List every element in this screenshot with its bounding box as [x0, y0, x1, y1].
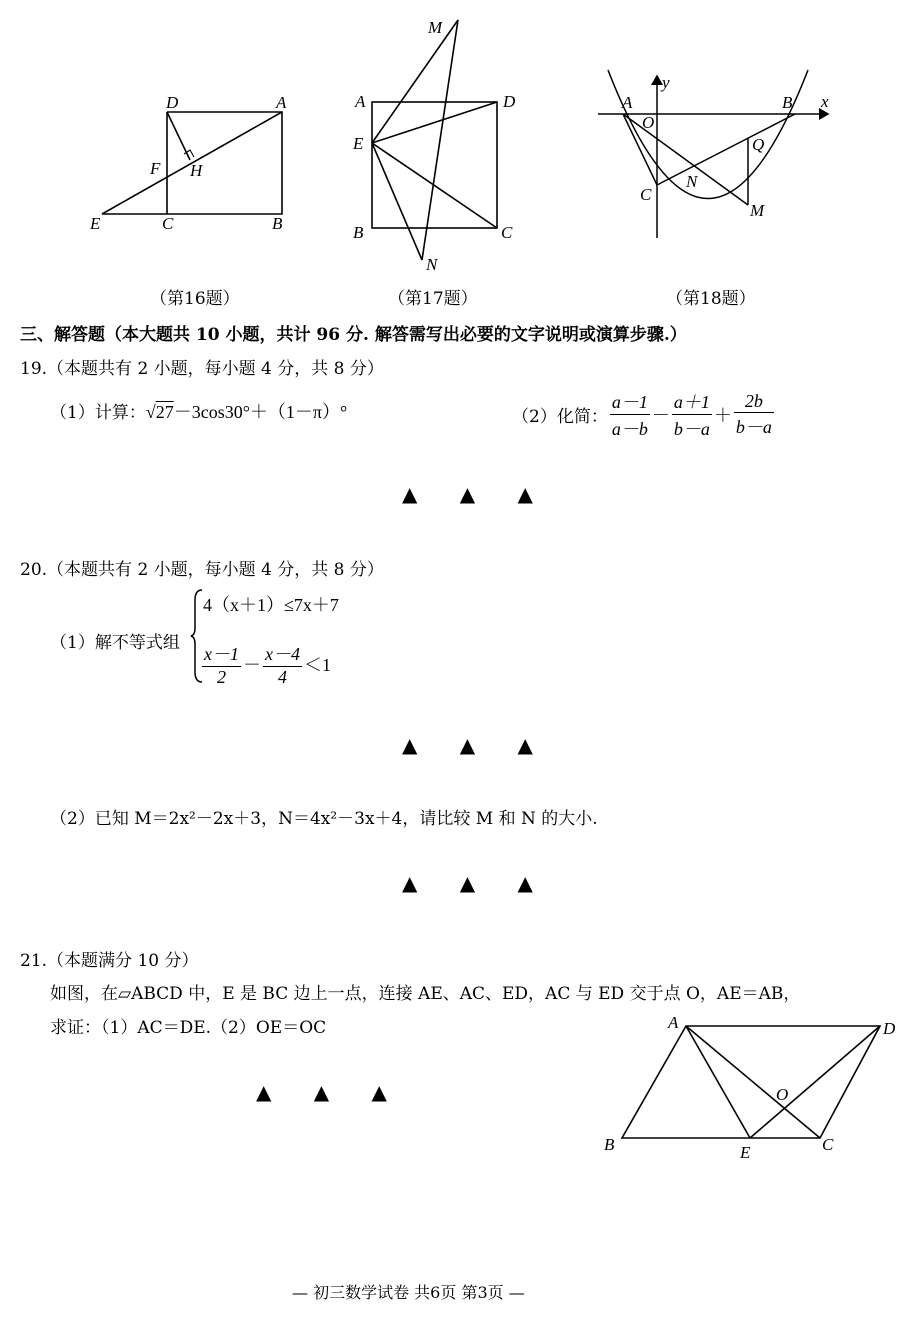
fig17-label-D: D — [503, 92, 516, 111]
q19-f2-num: a＋1 — [672, 388, 712, 415]
fig18-label-x: x — [821, 92, 829, 111]
fig16-label-F: F — [150, 159, 161, 178]
q19-op1: － — [651, 405, 670, 426]
q20-ineq2 — [200, 640, 331, 688]
fig16-label-A: A — [276, 93, 287, 112]
q20-part2: （2）已知 M＝2x²－2x＋3，N＝4x²－3x＋4，请比较 M 和 N 的大小. — [50, 809, 598, 829]
fig21-label-E: E — [740, 1143, 751, 1162]
fig21-label-O: O — [776, 1085, 789, 1104]
q21-header: 21.（本题满分 10 分） — [20, 951, 199, 971]
fig16-label-H: H — [190, 161, 203, 180]
fig17-label-E: E — [353, 134, 364, 153]
q19-op2: ＋ — [713, 405, 732, 426]
figure-18 — [590, 70, 840, 245]
q19-header: 19.（本题共有 2 小题，每小题 4 分，共 8 分） — [20, 359, 384, 379]
fig16-label-E: E — [90, 214, 101, 233]
fig18-caption: （第18题） — [666, 289, 756, 309]
fig18-label-B: B — [782, 93, 793, 112]
q21-line2: 求证：（1）AC＝DE.（2）OE＝OC — [50, 1018, 327, 1038]
q21-answer-marks: ▲ ▲ ▲ — [256, 1080, 387, 1104]
fig16-label-D: D — [166, 93, 179, 112]
q19-answer-marks: ▲ ▲ ▲ — [402, 482, 533, 506]
fig17-label-N: N — [426, 255, 438, 274]
q19-p1-sqrt-arg: 27 — [155, 402, 174, 422]
fig21-label-D: D — [883, 1019, 896, 1038]
fig17-label-M: M — [428, 18, 443, 37]
fig21-label-C: C — [822, 1135, 834, 1154]
fig18-label-Q: Q — [752, 135, 765, 154]
q19-f1-num: a－1 — [610, 388, 650, 415]
fig18-label-M: M — [750, 201, 765, 220]
fig21-label-B: B — [604, 1135, 615, 1154]
q20-ineq2-minus: － — [243, 655, 261, 675]
fig16-label-B: B — [272, 214, 283, 233]
fig17-label-C: C — [501, 223, 513, 242]
q21-line1: 如图，在▱ABCD 中，E 是 BC 边上一点，连接 AE、AC、ED，AC 与 ED 交于点 O，AE＝AB， — [50, 984, 801, 1004]
fig16-caption: （第16题） — [150, 289, 240, 309]
q20-header: 20.（本题共有 2 小题，每小题 4 分，共 8 分） — [20, 560, 384, 580]
q20-ineq2-f1-num: x－1 — [202, 640, 241, 667]
q19-f3-num: 2b — [734, 391, 774, 413]
q19-f1-den: a－b — [611, 419, 648, 439]
figure-21 — [600, 1010, 905, 1165]
page-footer: — 初三数学试卷 共6页 第3页 — — [292, 1283, 525, 1302]
q20-ineq2-f2-den: 4 — [278, 667, 287, 687]
fig18-label-N: N — [686, 172, 698, 191]
q19-part2 — [512, 388, 776, 441]
q20-answer-marks-2: ▲ ▲ ▲ — [402, 871, 533, 895]
figure-17 — [350, 15, 530, 280]
q19-p2-label: （2）化简： — [512, 407, 608, 427]
q20-ineq1: 4（x＋1）≤7x＋7 — [203, 595, 339, 615]
fig17-caption: （第17题） — [388, 289, 478, 309]
fig17-label-A: A — [355, 92, 366, 111]
section-3-title: 三、解答题（本大题共 10 小题，共计 96 分. 解答需写出必要的文字说明或演算步骤.） — [20, 325, 687, 345]
q20-p1-label: （1）解不等式组 — [50, 633, 180, 653]
fig18-label-O: O — [642, 113, 655, 132]
q19-p1-label: （1）计算： — [50, 403, 146, 423]
q19-p1-rest: －3cos30°＋（1－π）° — [173, 402, 348, 422]
fig17-label-B: B — [353, 223, 364, 242]
fig18-label-A: A — [622, 93, 633, 112]
fig18-label-y: y — [662, 73, 670, 92]
q20-ineq2-f2-num: x－4 — [263, 640, 302, 667]
fig16-label-C: C — [162, 214, 174, 233]
q19-part1: （1）计算：√27－3cos30°＋（1－π）° — [50, 402, 348, 423]
q19-f3-den: b－a — [735, 416, 772, 437]
q19-f2-den: b－a — [673, 419, 710, 439]
q20-answer-marks-1: ▲ ▲ ▲ — [402, 733, 533, 757]
q20-ineq2-f1-den: 2 — [217, 667, 226, 687]
q20-ineq2-tail: ＜1 — [304, 655, 331, 675]
figure-16 — [80, 90, 300, 240]
fig18-label-C: C — [640, 185, 652, 204]
fig21-label-A: A — [668, 1013, 679, 1032]
